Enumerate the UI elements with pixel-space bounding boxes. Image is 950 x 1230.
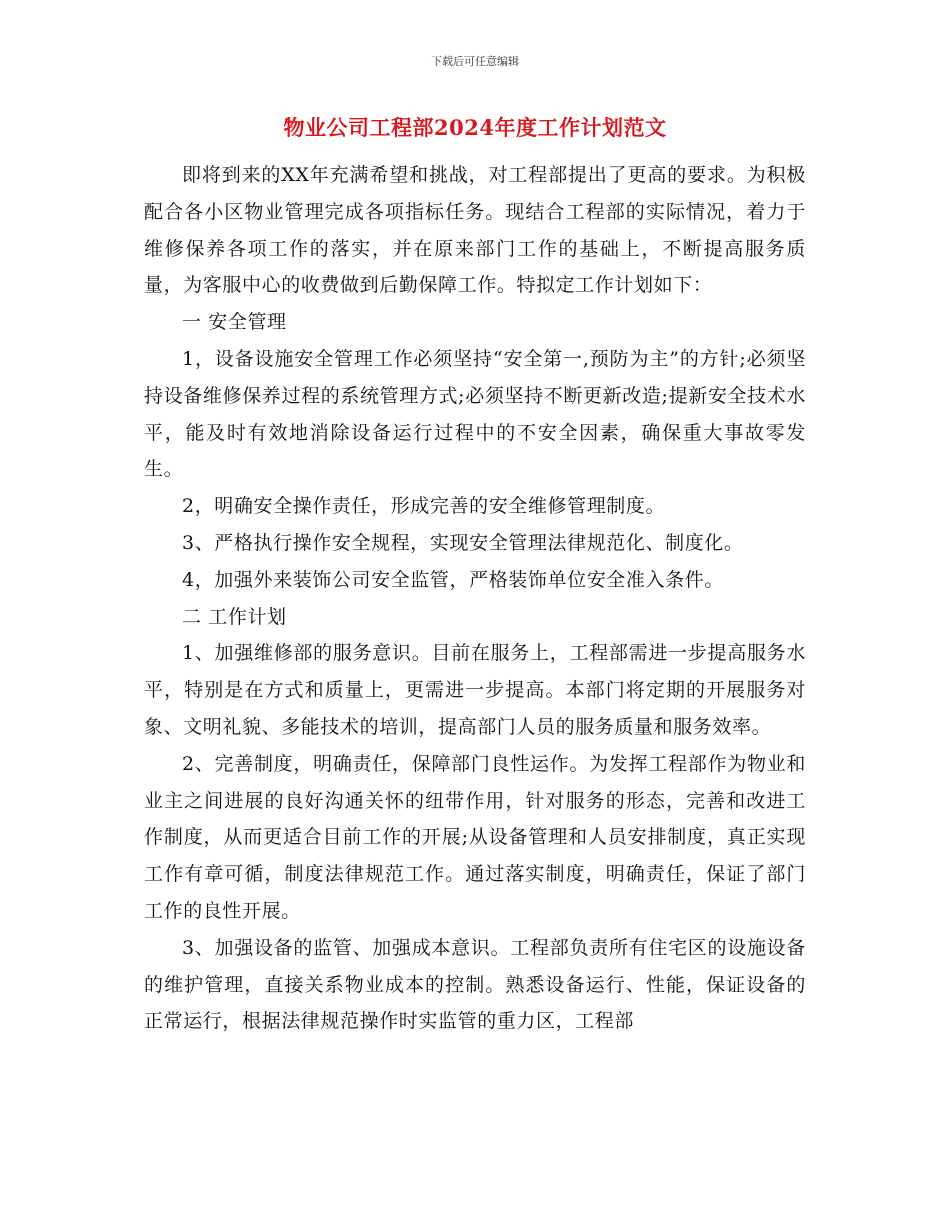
paragraph-plan-2: 2、完善制度，明确责任，保障部门良性运作。为发挥工程部作为物业和业主之间进展的良好沟通关怀的纽带作用，针对服务的形态，完善和改进工作制度，从而更适合目前工作的开展;从设备管理和人员安排制度，真正实现工作有章可循，制度法律规范工作。通过落实制度，明确责任，保证了部门工作的良性开展。	[144, 752, 806, 922]
header-note: 下载后可任意编辑	[431, 55, 519, 68]
paragraph-plan-1: 1、加强维修部的服务意识。目前在服务上，工程部需进一步提高服务水平，特别是在方式和质量上，更需进一步提高。本部门将定期的开展服务对象、文明礼貌、多能技术的培训，提高部门人员的服务质量和服务效率。	[144, 642, 806, 738]
section-heading-safety: 一 安全管理	[182, 311, 287, 334]
paragraph-plan-3: 3、加强设备的监管、加强成本意识。工程部负责所有住宅区的设施设备的维护管理，直接关系物业成本的控制。熟悉设备运行、性能，保证设备的正常运行，根据法律规范操作时实监管的重力区，工程部	[144, 936, 806, 1033]
paragraph-safety-4: 4，加强外来装饰公司安全监管，严格装饰单位安全准入条件。	[182, 568, 724, 591]
paragraph-intro: 即将到来的XX年充满希望和挑战，对工程部提出了更高的要求。为积极配合各小区物业管理完成各项指标任务。现结合工程部的实际情况，着力于维修保养各项工作的落实，并在原来部门工作的基础上，不断提高服务质量，为客服中心的收费做到后勤保障工作。特拟定工作计划如下：	[144, 164, 806, 297]
section-heading-plan: 二 工作计划	[182, 605, 287, 628]
paragraph-safety-3: 3、严格执行操作安全规程，实现安全管理法律规范化、制度化。	[182, 531, 744, 554]
document-body	[144, 157, 806, 1040]
paragraph-safety-2: 2，明确安全操作责任，形成完善的安全维修管理制度。	[182, 495, 666, 518]
document-title: 物业公司工程部2024年度工作计划范文	[283, 115, 667, 140]
paragraph-safety-1: 1，设备设施安全管理工作必须坚持“安全第一,预防为主”的方针;必须坚持设备维修保养过程的系统管理方式;必须坚持不断更新改造;提新安全技术水平，能及时有效地消除设备运行过程中的不安全因素，确保重大事故零发生。	[144, 347, 806, 481]
